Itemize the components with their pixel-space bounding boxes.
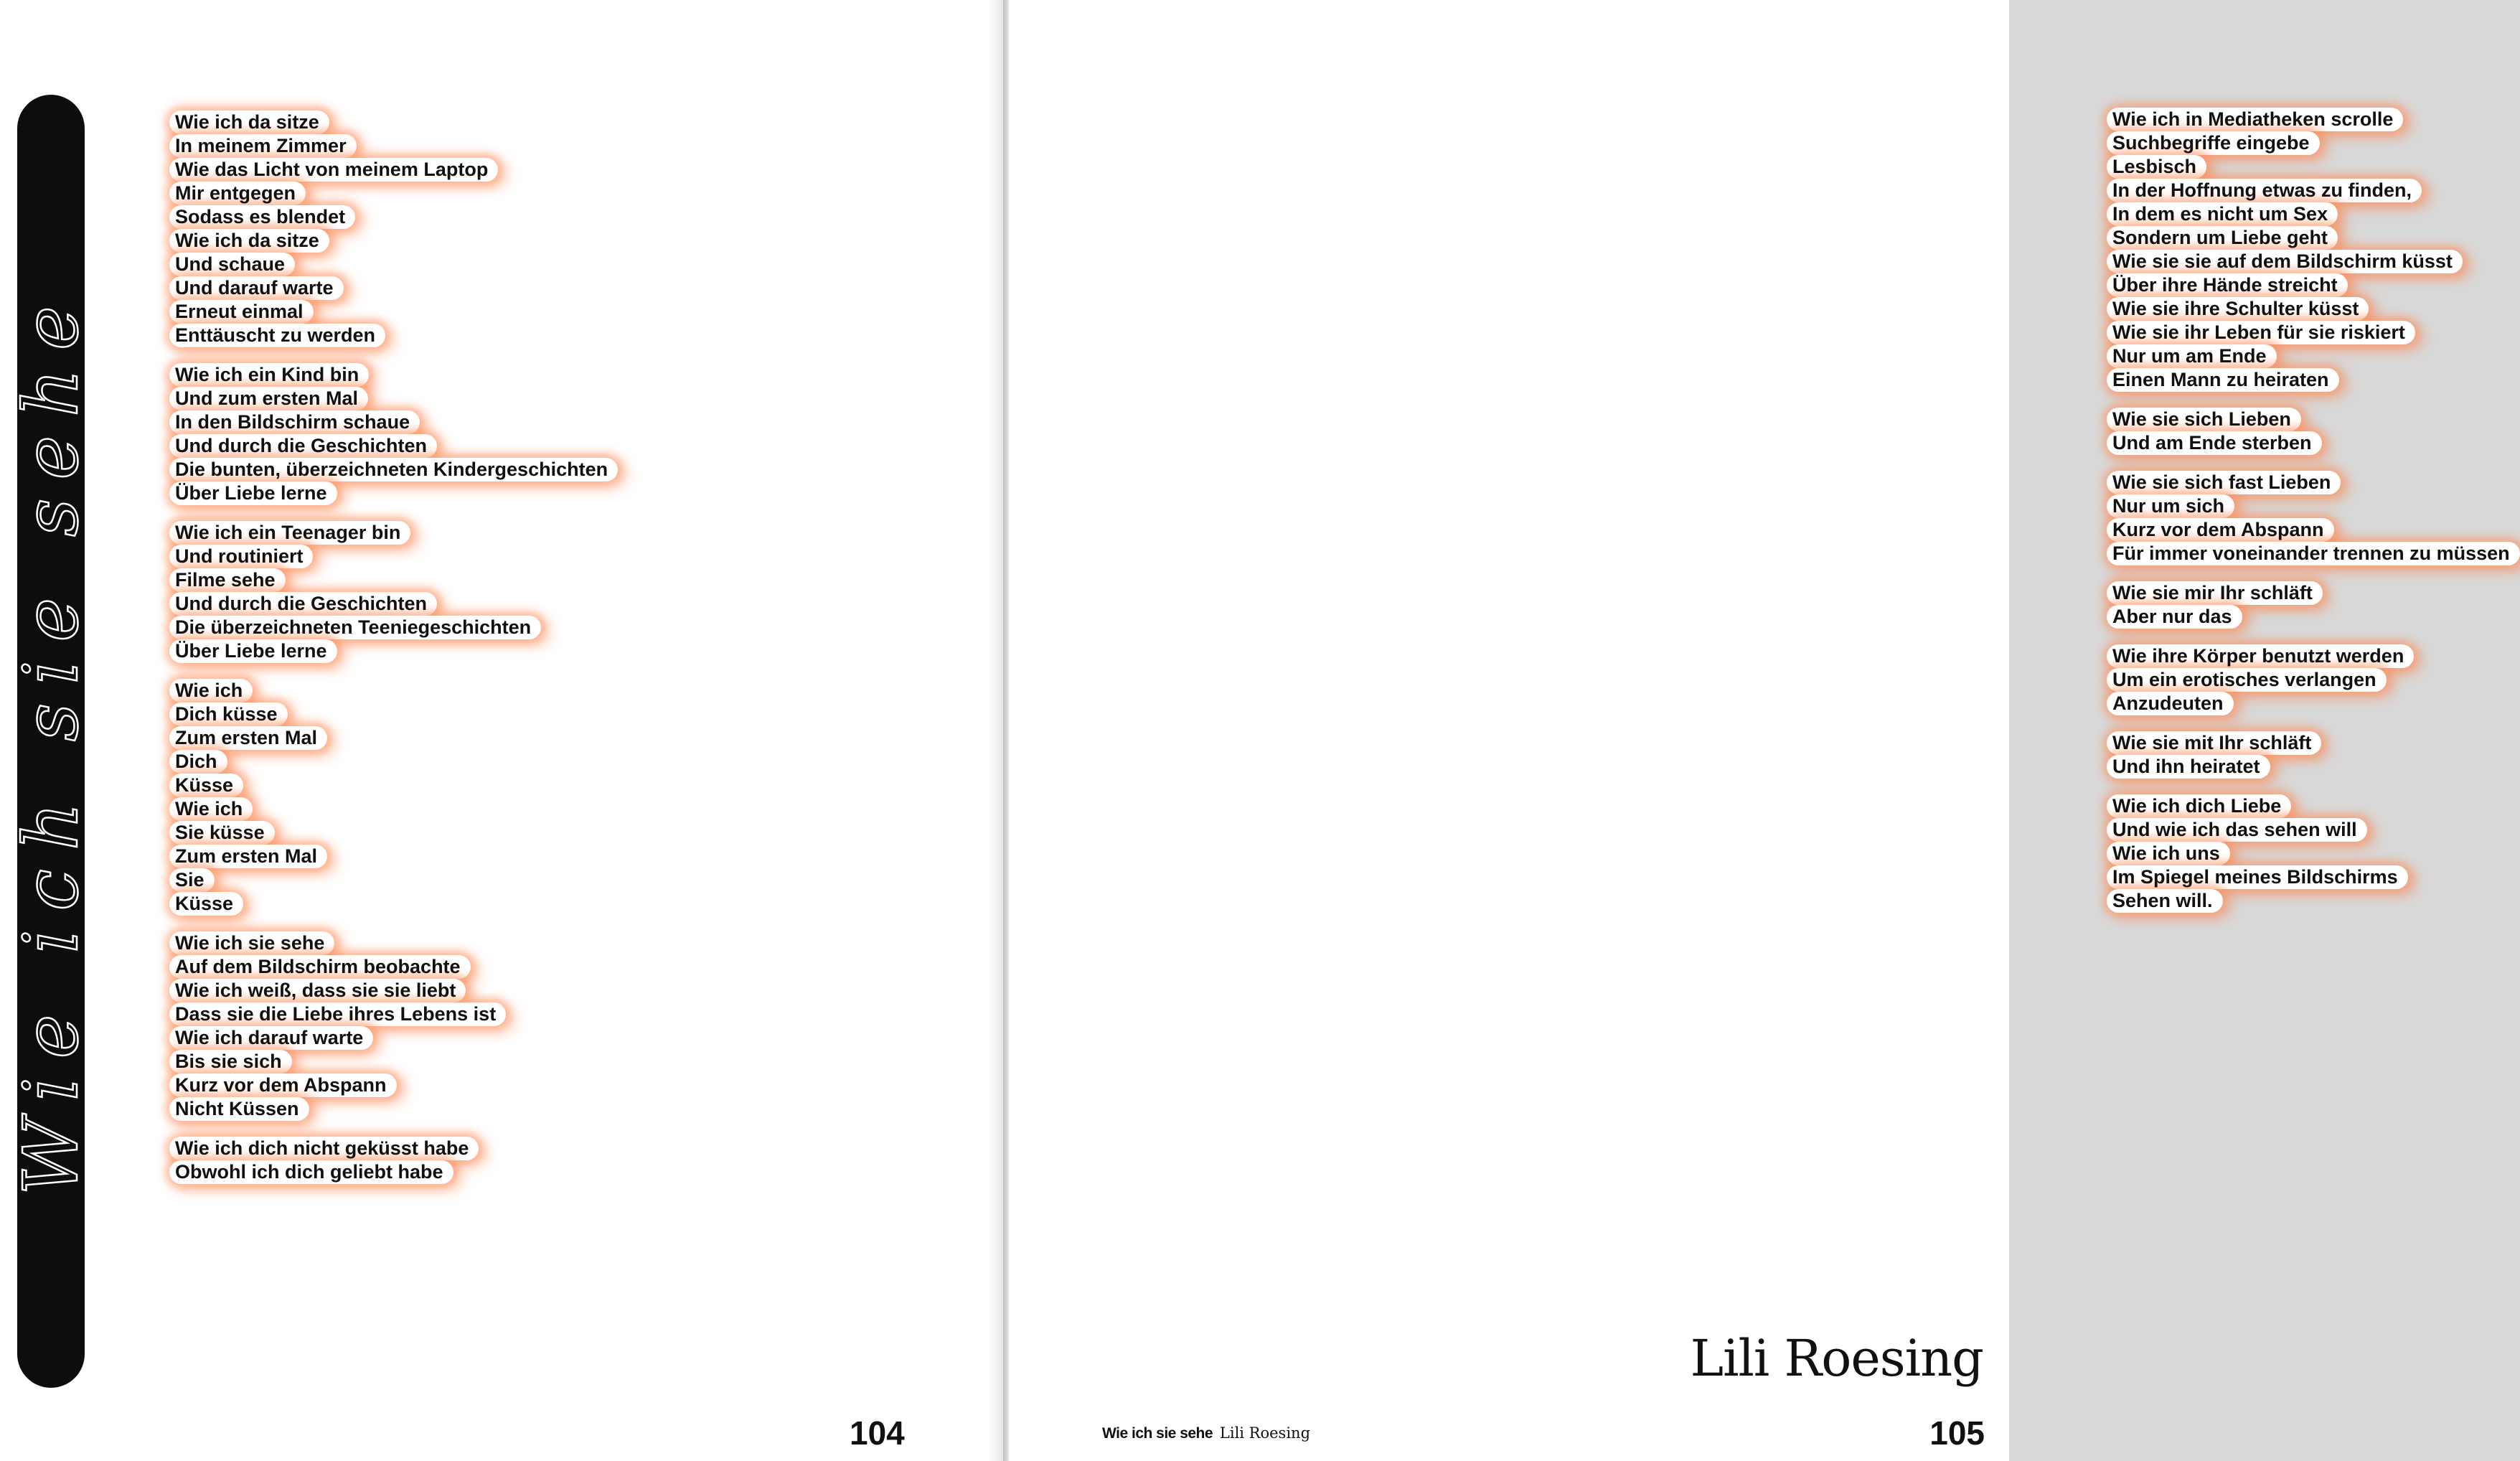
stanza (169, 521, 618, 663)
stanza (2107, 731, 2520, 779)
poem-line: Über ihre Hände streicht (2107, 273, 2348, 297)
poem-line: Dich (169, 750, 227, 774)
poem-line: Und schaue (169, 253, 295, 276)
poem-line: Wie sie sich Lieben (2107, 408, 2301, 431)
poem-line: Für immer voneinander trennen zu müssen (2107, 542, 2520, 565)
poem-line: Lesbisch (2107, 155, 2206, 179)
poem-line: Nur um sich (2107, 494, 2234, 518)
poem-line: Wie sie mit Ihr schläft (2107, 731, 2321, 755)
poem-line: Wie ich weiß, dass sie sie liebt (169, 979, 466, 1002)
vertical-title-bar (7, 95, 95, 1388)
poem-line: Kurz vor dem Abspann (2107, 518, 2334, 542)
poem-line: Filme sehe (169, 568, 286, 592)
poem-line: Wie ich in Mediatheken scrolle (2107, 108, 2403, 131)
poem-line: Einen Mann zu heiraten (2107, 368, 2339, 392)
poem-line: Wie ich dich Liebe (2107, 794, 2291, 818)
poem-line: Und durch die Geschichten (169, 434, 437, 458)
poem-line: Wie sie mir Ihr schläft (2107, 581, 2323, 605)
stanza (2107, 471, 2520, 565)
poem-line: Zum ersten Mal (169, 726, 327, 750)
poem-line: Wie ich da sitze (169, 111, 329, 134)
poem-line: Wie ich darauf warte (169, 1026, 373, 1050)
poem-line: Und am Ende sterben (2107, 431, 2322, 455)
poem-line: Um ein erotisches verlangen (2107, 668, 2387, 692)
poem-line: Wie sie ihr Leben für sie riskiert (2107, 321, 2415, 344)
poem-line: Wie ich sie sehe (169, 931, 334, 955)
poem-line: Mir entgegen (169, 182, 306, 205)
poem-line: Sondern um Liebe geht (2107, 226, 2338, 250)
poem-line: Aber nur das (2107, 605, 2242, 629)
stanza (2107, 108, 2520, 392)
stanza (169, 679, 618, 916)
poem-line: Wie ihre Körper benutzt werden (2107, 644, 2414, 668)
running-footer (1102, 1424, 1310, 1442)
poem-line: Die überzeichneten Teeniegeschichten (169, 616, 541, 639)
stanza (169, 931, 618, 1121)
poem-line: Über Liebe lerne (169, 481, 337, 505)
poem-line: Anzudeuten (2107, 692, 2234, 715)
stanza (2107, 408, 2520, 455)
stanza (169, 1137, 618, 1184)
right-page (1009, 0, 2510, 1461)
page-number-right: 105 (1929, 1414, 1985, 1452)
poem-line: Wie ich ein Kind bin (169, 363, 369, 387)
poem-line: Suchbegriffe eingebe (2107, 131, 2320, 155)
poem-line: Kurz vor dem Abspann (169, 1074, 397, 1097)
poem-line: Sie küsse (169, 821, 275, 845)
poem-line: Wie sie ihre Schulter küsst (2107, 297, 2369, 321)
poem-line: Sehen will. (2107, 889, 2223, 913)
poem-line: Sodass es blendet (169, 205, 355, 229)
poem-line: In den Bildschirm schaue (169, 410, 420, 434)
poem-line: Und darauf warte (169, 276, 344, 300)
poem-line: Und wie ich das sehen will (2107, 818, 2367, 842)
poem-line: Nur um am Ende (2107, 344, 2277, 368)
poem-line: Dass sie die Liebe ihres Lebens ist (169, 1002, 506, 1026)
author-signature: Lili Roesing (1690, 1329, 1983, 1388)
vertical-title: Wie ich sie sehe (7, 287, 95, 1195)
poem-line: Enttäuscht zu werden (169, 324, 385, 347)
poem-line: Und ihn heiratet (2107, 755, 2270, 779)
poem-right (2107, 108, 2520, 929)
poem-left (169, 111, 618, 1200)
poem-line: In meinem Zimmer (169, 134, 357, 158)
poem-line: Erneut einmal (169, 300, 314, 324)
poem-line: Nicht Küssen (169, 1097, 309, 1121)
poem-line: Auf dem Bildschirm beobachte (169, 955, 471, 979)
poem-line: Im Spiegel meines Bildschirms (2107, 865, 2408, 889)
poem-line: Küsse (169, 774, 243, 797)
stanza (2107, 794, 2520, 913)
poem-line: Sie (169, 868, 215, 892)
poem-line: Wie sie sie auf dem Bildschirm küsst (2107, 250, 2463, 273)
gutter-fold (1003, 0, 1009, 1461)
gutter-shadow-left (989, 0, 1003, 1461)
poem-line: Wie ich (169, 679, 253, 703)
poem-line: In dem es nicht um Sex (2107, 202, 2338, 226)
poem-line: Und zum ersten Mal (169, 387, 368, 410)
poem-line: Über Liebe lerne (169, 639, 337, 663)
poem-line: Wie ich ein Teenager bin (169, 521, 410, 545)
poem-line: Wie ich dich nicht geküsst habe (169, 1137, 479, 1160)
stanza (169, 111, 618, 347)
footer-title: Wie ich sie sehe (1102, 1425, 1213, 1442)
poem-line: Wie ich da sitze (169, 229, 329, 253)
poem-line: Und routiniert (169, 545, 313, 568)
poem-line: Wie ich (169, 797, 253, 821)
stanza (2107, 581, 2520, 629)
left-page (0, 0, 1003, 1461)
stanza (2107, 644, 2520, 715)
poem-line: Wie sie sich fast Lieben (2107, 471, 2341, 494)
poem-line: Bis sie sich (169, 1050, 292, 1074)
poem-line: Küsse (169, 892, 243, 916)
poem-line: Dich küsse (169, 703, 288, 726)
poem-line: Wie ich uns (2107, 842, 2230, 865)
poem-line: Obwohl ich dich geliebt habe (169, 1160, 453, 1184)
poem-line: In der Hoffnung etwas zu finden, (2107, 179, 2422, 202)
poem-line: Und durch die Geschichten (169, 592, 437, 616)
poem-line: Die bunten, überzeichneten Kindergeschichten (169, 458, 618, 481)
poem-line: Wie das Licht von meinem Laptop (169, 158, 498, 182)
stanza (169, 363, 618, 505)
page-number-left: 104 (850, 1414, 905, 1452)
poem-line: Zum ersten Mal (169, 845, 327, 868)
footer-author: Lili Roesing (1219, 1424, 1311, 1442)
